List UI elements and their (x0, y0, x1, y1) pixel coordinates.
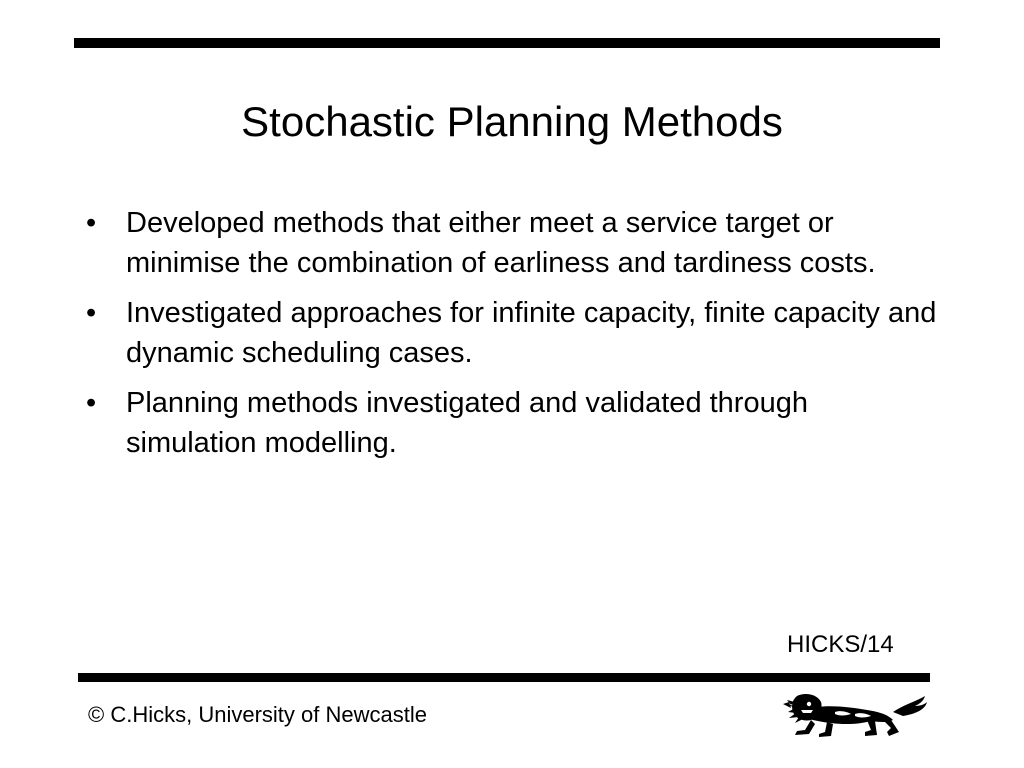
copyright-footer: © C.Hicks, University of Newcastle (88, 702, 427, 727)
list-item (86, 293, 946, 373)
heraldic-lion-logo-icon (775, 690, 930, 738)
slide-number: HICKS/14 (787, 631, 894, 658)
bullet-icon: • (86, 207, 97, 239)
list-item (86, 383, 946, 463)
slide-title: Stochastic Planning Methods (241, 98, 783, 145)
bullet-icon: • (86, 387, 97, 419)
top-divider (74, 38, 940, 48)
bullet-text: Planning methods investigated and validated through simulation modelling. (126, 387, 808, 459)
bullet-list (86, 203, 946, 473)
bullet-text: Investigated approaches for infinite capacity, finite capacity and dynamic scheduling cases. (126, 297, 937, 369)
list-item (86, 203, 946, 283)
bullet-text: Developed methods that either meet a service target or minimise the combination of earliness and tardiness costs. (126, 207, 876, 279)
bullet-icon: • (86, 297, 97, 329)
bottom-divider (78, 673, 930, 682)
